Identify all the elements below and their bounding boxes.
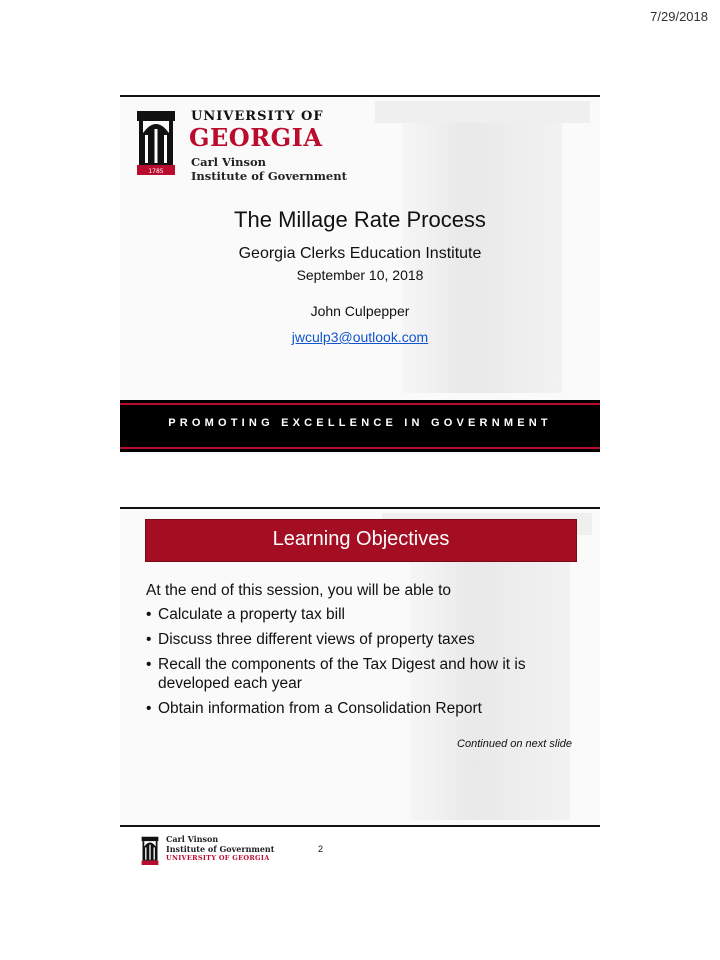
watermark-top-bar bbox=[375, 101, 590, 123]
arch-year: 1785 bbox=[148, 168, 164, 175]
event-date: September 10, 2018 bbox=[296, 267, 424, 283]
logo-university-of: UNIVERSITY OF bbox=[191, 109, 324, 124]
arch-icon bbox=[140, 835, 160, 865]
continued-note: Continued on next slide bbox=[457, 738, 572, 750]
logo-carl-vinson: Carl Vinson bbox=[191, 155, 266, 169]
list-item: • Discuss three different views of property taxes bbox=[146, 630, 586, 649]
title-bar bbox=[145, 519, 577, 562]
list-item: • Calculate a property tax bill bbox=[146, 605, 586, 624]
uga-logo bbox=[134, 107, 364, 187]
email-link[interactable]: jwculp3@outlook.com bbox=[291, 329, 429, 345]
banner-bottom-line bbox=[120, 447, 600, 449]
objectives-slide bbox=[120, 507, 600, 871]
banner-top-line bbox=[120, 403, 600, 405]
footer-institute bbox=[166, 835, 274, 854]
slide-subtitle: Georgia Clerks Education Institute bbox=[238, 245, 482, 262]
slide-title: The Millage Rate Process bbox=[234, 207, 486, 232]
arch-icon bbox=[134, 107, 178, 175]
list-item: • Recall the components of the Tax Digest and how it is developed each year bbox=[146, 655, 586, 693]
presenter-name: John Culpepper bbox=[310, 303, 410, 319]
footer-institute-of-government: Institute of Government bbox=[166, 843, 275, 854]
slide-footer bbox=[120, 825, 600, 871]
objectives-list bbox=[146, 605, 586, 724]
footer-university: UNIVERSITY OF GEORGIA bbox=[166, 854, 270, 862]
logo-institute bbox=[191, 155, 347, 183]
page-date: 7/29/2018 bbox=[650, 9, 708, 24]
banner-text: PROMOTING EXCELLENCE IN GOVERNMENT bbox=[168, 417, 552, 429]
logo-georgia: GEORGIA bbox=[189, 123, 323, 152]
page-number: 2 bbox=[318, 844, 324, 854]
footer-carl-vinson: Carl Vinson bbox=[166, 834, 219, 844]
title-slide bbox=[120, 95, 600, 454]
promo-banner bbox=[120, 400, 600, 452]
email-container bbox=[120, 329, 600, 345]
slide-title: Learning Objectives bbox=[272, 528, 450, 550]
logo-institute-of-government: Institute of Government bbox=[191, 169, 347, 183]
list-item: • Obtain information from a Consolidation Report bbox=[146, 699, 586, 718]
intro-text: At the end of this session, you will be able to bbox=[146, 582, 452, 599]
